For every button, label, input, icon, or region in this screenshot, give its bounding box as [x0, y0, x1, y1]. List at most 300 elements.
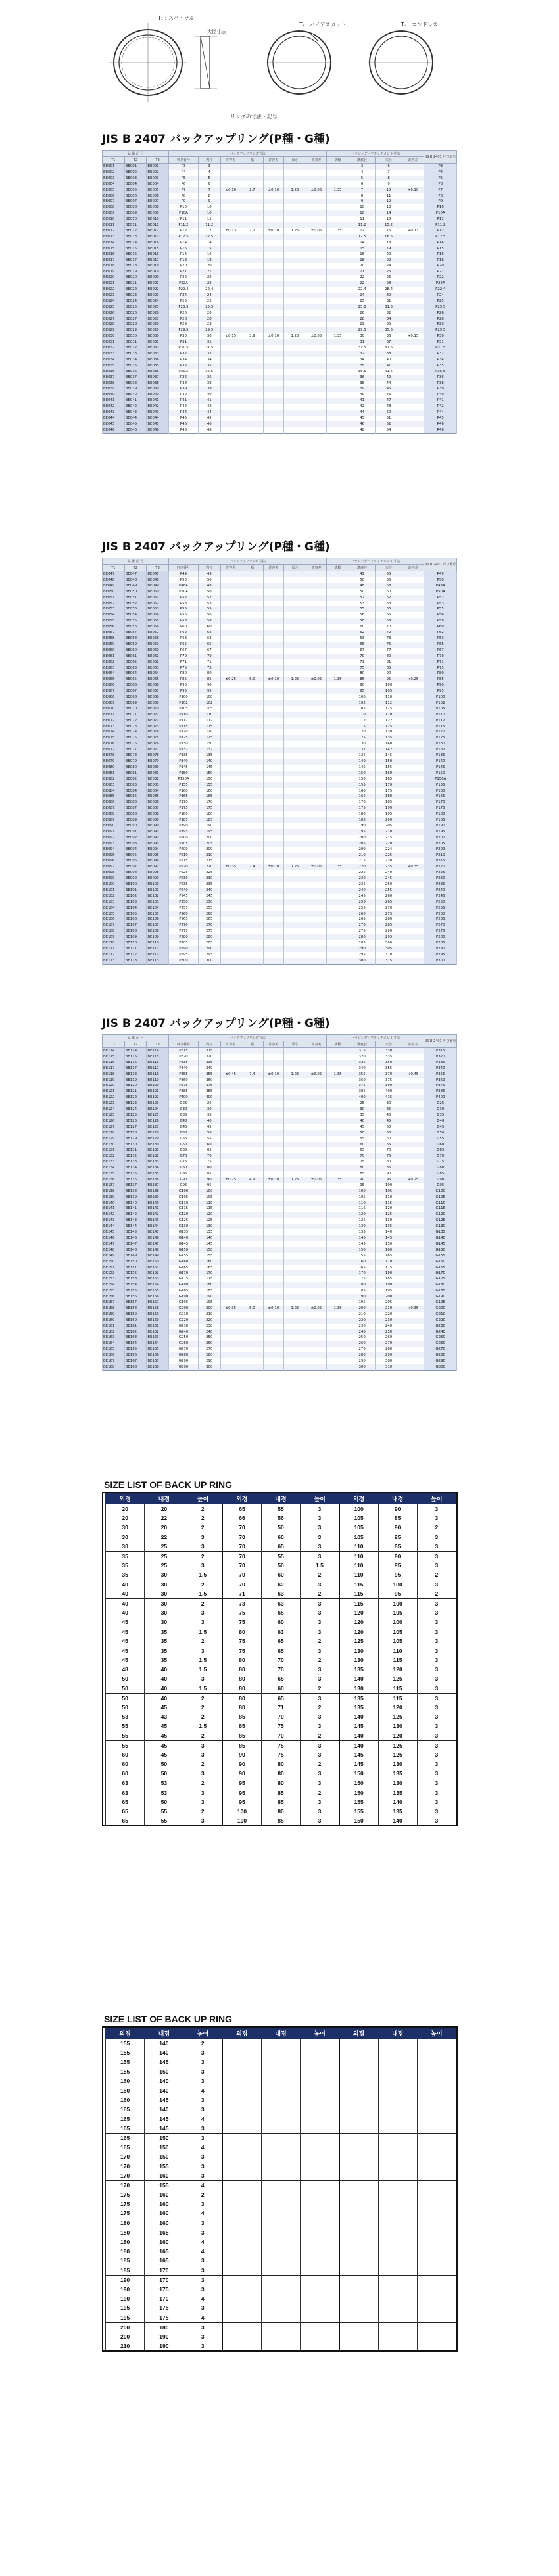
table-cell [402, 753, 424, 759]
size-list-cell: 1.5 [183, 1684, 222, 1694]
table-cell: BE158 [124, 1306, 147, 1312]
table-cell: BE139 [124, 1195, 147, 1201]
table-cell: 210 [376, 1306, 402, 1312]
table-cell [402, 776, 424, 782]
table-cell: G300 [424, 1364, 457, 1370]
size-list-cell [261, 2294, 300, 2303]
table-cell [402, 811, 424, 817]
table-cell: BE010 [147, 216, 169, 222]
spiral-ring-icon [109, 23, 187, 102]
table-cell [306, 735, 326, 741]
table-cell: 15 [376, 216, 402, 222]
table-cell: P55 [424, 606, 457, 612]
size-list-cell [301, 2133, 339, 2143]
size-list-cell: 100 [378, 1598, 417, 1608]
table-cell [284, 1107, 306, 1112]
table-cell: BE149 [124, 1253, 147, 1259]
table-cell [402, 193, 424, 199]
table-cell: 95 [376, 1177, 402, 1183]
table-cell [220, 1130, 241, 1136]
table-cell: 110 [349, 1201, 375, 1206]
size-list-cell [261, 2332, 300, 2341]
table-cell: P160 [424, 788, 457, 794]
table-cell: 120 [349, 729, 375, 735]
size-list-row [106, 2124, 456, 2134]
endless-ring-icon [368, 31, 434, 94]
table-cell: P46 [169, 421, 199, 427]
table-cell: BE019 [124, 269, 147, 275]
table-cell: BE004 [103, 181, 125, 187]
size-list-cell: 175 [106, 2190, 145, 2199]
table-cell: G80 [169, 1165, 199, 1171]
table-cell [263, 258, 283, 264]
table-cell [284, 700, 306, 706]
table-cell [284, 799, 306, 805]
size-list-cell [417, 2124, 456, 2134]
table-cell: 75 [198, 1159, 220, 1165]
table-cell [220, 1124, 241, 1130]
table-cell: P135 [424, 753, 457, 759]
table-cell: 300 [376, 1358, 402, 1364]
table-cell [327, 882, 349, 888]
table-row [103, 287, 457, 293]
size-list-cell: 100 [378, 1617, 417, 1627]
size-list-cell: 40 [145, 1693, 183, 1703]
size-list-cell: 1.5 [183, 1570, 222, 1579]
table-cell: 95 [349, 1183, 375, 1189]
table-cell: 210 [198, 1312, 220, 1318]
table-cell: BE113 [124, 958, 147, 964]
size-list-cell [378, 2256, 417, 2265]
table-cell [284, 718, 306, 724]
table-cell: BE147 [147, 1241, 169, 1247]
table-cell [402, 876, 424, 882]
size-list-cell: 170 [106, 2171, 145, 2181]
size-list-cell: 80 [261, 1769, 300, 1778]
table-cell: 70 [376, 624, 402, 630]
size-list-cell [261, 2057, 300, 2066]
size-list-cell: 40 [145, 1665, 183, 1674]
table-cell: BE020 [147, 275, 169, 281]
table-cell: BE063 [103, 665, 125, 671]
size-list-cell: 125 [339, 1636, 378, 1646]
size-list-cell [261, 2285, 300, 2294]
table-cell: 34 [198, 357, 220, 363]
table-cell [263, 369, 283, 375]
table-row [103, 1288, 457, 1294]
size-list-cell: 180 [106, 2218, 145, 2228]
table-cell: 230 [349, 1324, 375, 1329]
table-cell: P28 [169, 316, 199, 322]
table-cell [284, 176, 306, 181]
table-cell [263, 659, 283, 665]
size-list-cell: 48 [106, 1665, 145, 1674]
table-cell: 195 [376, 811, 402, 817]
table-cell [241, 700, 264, 706]
size-list-cell: 160 [106, 2076, 145, 2086]
table-cell: G105 [424, 1195, 457, 1201]
size-list-cell [417, 2294, 456, 2303]
table-cell [241, 940, 264, 946]
size-list-frame [102, 1492, 458, 1826]
table-cell [284, 858, 306, 864]
table-cell [241, 1060, 264, 1066]
table-cell [241, 1300, 264, 1306]
table-row [103, 298, 457, 304]
table-cell: 185 [198, 817, 220, 823]
table-cell: 85 [349, 1171, 375, 1177]
table-cell: P145 [169, 765, 199, 771]
size-list-cell: 90 [378, 1523, 417, 1532]
table-cell: BE015 [103, 246, 125, 252]
table-cell [402, 700, 424, 706]
size-list-cell: 70 [222, 1580, 261, 1589]
size-list-cell: 155 [106, 2039, 145, 2049]
size-list-row [106, 2171, 456, 2181]
table-cell: P31.5 [169, 345, 199, 351]
table-cell [220, 835, 241, 841]
table-cell [241, 729, 264, 735]
size-list-cell [301, 2190, 339, 2199]
table-cell [263, 811, 283, 817]
table-cell [284, 1048, 306, 1054]
table-cell [284, 706, 306, 712]
table-cell [263, 648, 283, 654]
table-cell [284, 1235, 306, 1241]
table-cell: BE056 [103, 624, 125, 630]
table-cell: +0.25 [402, 1177, 424, 1183]
table-cell: BE065 [147, 677, 169, 682]
table-cell: 45 [198, 416, 220, 421]
size-list-cell: 3 [301, 1580, 339, 1589]
size-list-cell [261, 2199, 300, 2208]
size-list-cell [339, 2312, 378, 2322]
table-cell: BE122 [124, 1095, 147, 1101]
table-cell: BE088 [147, 811, 169, 817]
table-cell [241, 648, 264, 654]
size-list-cell [378, 2143, 417, 2152]
size-list-cell [261, 2048, 300, 2057]
table-cell [402, 369, 424, 375]
table-cell: BE115 [103, 1054, 125, 1060]
table-cell: 71 [198, 659, 220, 665]
table-cell: ±0.10 [263, 864, 283, 870]
table-cell [220, 327, 241, 333]
table-cell [327, 281, 349, 287]
table-cell: 120 [349, 1212, 375, 1218]
table-cell: ±0.10 [263, 1177, 283, 1183]
table-cell: 7 [349, 187, 375, 193]
table-cell [284, 363, 306, 369]
table-cell [220, 606, 241, 612]
table-cell: 6 [198, 181, 220, 187]
table-cell [306, 1159, 326, 1165]
size-list-cell: 2 [183, 2039, 222, 2049]
table-cell: 150 [376, 1241, 402, 1247]
table-cell: P45 [169, 416, 199, 421]
table-cell: +0.25 [402, 677, 424, 682]
table-cell: 55 [349, 1136, 375, 1142]
size-list-cell: 50 [261, 1523, 300, 1532]
table-cell: P160 [169, 788, 199, 794]
size-list-cell: 30 [145, 1570, 183, 1579]
table-cell [284, 351, 306, 357]
table-cell [306, 876, 326, 882]
table-cell [284, 642, 306, 648]
table-cell: 44 [198, 410, 220, 416]
table-cell: 42 [376, 375, 402, 381]
table-cell: P52 [169, 595, 199, 601]
size-list-cell [222, 2171, 261, 2181]
size-list-cell: 140 [145, 2039, 183, 2049]
table-cell: 215 [198, 858, 220, 864]
table-cell: 16 [376, 228, 402, 234]
size-list-cell: 160 [145, 2218, 183, 2228]
table-cell [402, 958, 424, 964]
table-cell: BE015 [124, 246, 147, 252]
size-list-cell: 3 [417, 1627, 456, 1636]
table-cell [263, 917, 283, 922]
table-cell: BE033 [147, 351, 169, 357]
table-cell: G185 [424, 1288, 457, 1294]
table-cell [284, 357, 306, 363]
table-cell: P28 [424, 316, 457, 322]
header-group-row [103, 558, 457, 565]
table-cell [220, 1247, 241, 1253]
table-cell [241, 876, 264, 882]
size-list-cell: 130 [339, 1646, 378, 1656]
table-cell: 165 [349, 794, 375, 799]
size-list-cell: 66 [222, 1514, 261, 1523]
size-list-cell [261, 2247, 300, 2256]
table-cell [327, 606, 349, 612]
table-cell [402, 636, 424, 642]
size-list-cell: 115 [378, 1693, 417, 1703]
table-cell [284, 1335, 306, 1341]
table-cell: 215 [349, 858, 375, 864]
table-cell [327, 765, 349, 771]
table-cell: G165 [424, 1265, 457, 1271]
table-cell [306, 894, 326, 899]
table-cell: P12.5 [424, 234, 457, 240]
table-cell [263, 612, 283, 618]
size-list-cell: 3 [183, 1608, 222, 1617]
table-cell [284, 934, 306, 940]
size-list-cell [301, 2057, 339, 2066]
table-cell [241, 1352, 264, 1358]
table-cell: BE005 [147, 187, 169, 193]
size-list-cell: 3 [417, 1816, 456, 1825]
table-cell [327, 164, 349, 170]
table-cell: BE067 [124, 688, 147, 694]
table-cell [402, 287, 424, 293]
size-list-cell [378, 2285, 417, 2294]
table-cell [306, 1224, 326, 1229]
size-list-row [106, 2332, 456, 2341]
table-cell: BE108 [124, 928, 147, 934]
size-list-cell: 65 [222, 1504, 261, 1514]
table-cell [263, 1095, 283, 1101]
table-cell [284, 170, 306, 176]
table-cell [306, 176, 326, 181]
size-list-cell [417, 2039, 456, 2049]
table-cell: BE127 [147, 1124, 169, 1130]
table-row [103, 1095, 457, 1101]
size-list-header: 외경 [106, 1494, 145, 1504]
table-cell [327, 392, 349, 398]
table-cell: 165 [198, 1265, 220, 1271]
size-list-cell: 3 [301, 1816, 339, 1825]
table-cell: 35 [376, 322, 402, 327]
table-row [103, 1318, 457, 1324]
table-cell: G130 [424, 1224, 457, 1229]
table-cell [306, 204, 326, 210]
table-cell [241, 952, 264, 958]
table-cell [220, 765, 241, 771]
table-cell: G150 [169, 1247, 199, 1253]
table-cell: BE087 [124, 805, 147, 811]
table-cell [306, 706, 326, 712]
table-cell: P112 [169, 718, 199, 724]
table-cell: P200 [424, 835, 457, 841]
table-cell: G280 [169, 1352, 199, 1358]
table-cell [241, 298, 264, 304]
size-list-cell: 3 [183, 1769, 222, 1778]
table-cell [402, 1294, 424, 1300]
table-cell: BE114 [103, 1048, 125, 1054]
table-cell [284, 1288, 306, 1294]
table-cell [241, 246, 264, 252]
header-row [103, 1041, 457, 1048]
size-list-cell: 95 [378, 1570, 417, 1579]
column-header: 許容差 [402, 565, 424, 571]
size-list-cell: 85 [222, 1740, 261, 1750]
table-cell: BE135 [147, 1171, 169, 1177]
table-cell: BE001 [147, 164, 169, 170]
table-cell [241, 905, 264, 911]
table-cell [284, 636, 306, 642]
table-cell: G280 [424, 1352, 457, 1358]
table-cell: G70 [169, 1153, 199, 1159]
table-cell [284, 1247, 306, 1253]
size-list-cell: 2 [183, 1712, 222, 1721]
table-cell: 32 [376, 310, 402, 316]
table-cell [263, 351, 283, 357]
table-cell [402, 222, 424, 228]
table-cell: 40 [198, 392, 220, 398]
table-cell [284, 917, 306, 922]
table-cell: BE085 [124, 794, 147, 799]
size-list-cell: 75 [261, 1721, 300, 1730]
table-cell: 270 [376, 1341, 402, 1347]
table-row [103, 1206, 457, 1212]
table-cell [327, 193, 349, 199]
table-cell: BE036 [124, 369, 147, 375]
table-cell: 250 [349, 1335, 375, 1341]
table-cell [306, 712, 326, 718]
table-cell: P275 [169, 928, 199, 934]
size-list-row [106, 2076, 456, 2086]
table-cell: 150 [376, 759, 402, 765]
table-cell: 340 [198, 1066, 220, 1072]
table-cell: 200 [349, 1306, 375, 1312]
table-cell: 130 [198, 741, 220, 747]
table-cell: 1.35 [327, 187, 349, 193]
table-cell [284, 712, 306, 718]
table-cell [306, 322, 326, 327]
table-cell [327, 1195, 349, 1201]
table-row [103, 1347, 457, 1352]
table-cell: BE141 [124, 1206, 147, 1212]
table-cell [306, 700, 326, 706]
size-list-header: 내경 [145, 2028, 183, 2039]
table-cell [241, 345, 264, 351]
table-cell: P42 [424, 404, 457, 410]
table-cell [263, 595, 283, 601]
table-cell: 22.4 [198, 287, 220, 293]
table-row [103, 735, 457, 741]
header-row [103, 157, 457, 164]
table-cell: P220 [424, 864, 457, 870]
table-cell: BE058 [147, 636, 169, 642]
table-cell: 85 [349, 677, 375, 682]
table-cell [263, 765, 283, 771]
size-list-cell: 60 [106, 1769, 145, 1778]
table-cell: G35 [169, 1112, 199, 1118]
table-cell [402, 671, 424, 677]
table-cell [306, 170, 326, 176]
table-row [103, 386, 457, 392]
table-cell: BE079 [124, 759, 147, 765]
size-list-cell: 120 [339, 1617, 378, 1627]
table-cell [220, 216, 241, 222]
table-cell: 30 [376, 293, 402, 298]
table-cell: P35.5 [169, 369, 199, 375]
table-cell [220, 1159, 241, 1165]
size-list-cell [339, 2190, 378, 2199]
table-cell: 36 [376, 333, 402, 339]
table-cell: 185 [349, 1288, 375, 1294]
table-cell [306, 357, 326, 363]
table-cell: BE104 [103, 905, 125, 911]
table-cell: G180 [169, 1282, 199, 1288]
table-row [103, 1078, 457, 1084]
table-cell [402, 316, 424, 322]
table-row [103, 421, 457, 427]
table-cell: 230 [198, 1324, 220, 1329]
table-cell [327, 310, 349, 316]
table-cell [263, 630, 283, 636]
table-cell: P320 [424, 1054, 457, 1060]
table-cell: 21 [198, 269, 220, 275]
size-list-cell [378, 2067, 417, 2076]
size-list-cell: 70 [222, 1542, 261, 1552]
size-list-cell: 40 [106, 1589, 145, 1599]
table-row [103, 636, 457, 642]
size-list-cell: 2 [301, 1684, 339, 1694]
size-list-cell: 25 [145, 1542, 183, 1552]
table-cell: P102 [424, 700, 457, 706]
size-list-cell: 60 [106, 1750, 145, 1759]
table-cell: 102 [198, 700, 220, 706]
table-cell: BE163 [103, 1335, 125, 1341]
size-list-cell: 75 [222, 1636, 261, 1646]
table-cell: P120 [169, 729, 199, 735]
table-cell: ±0.10 [263, 677, 283, 682]
size-list-cell [339, 2048, 378, 2057]
table-cell [284, 416, 306, 421]
table-cell [402, 1253, 424, 1259]
